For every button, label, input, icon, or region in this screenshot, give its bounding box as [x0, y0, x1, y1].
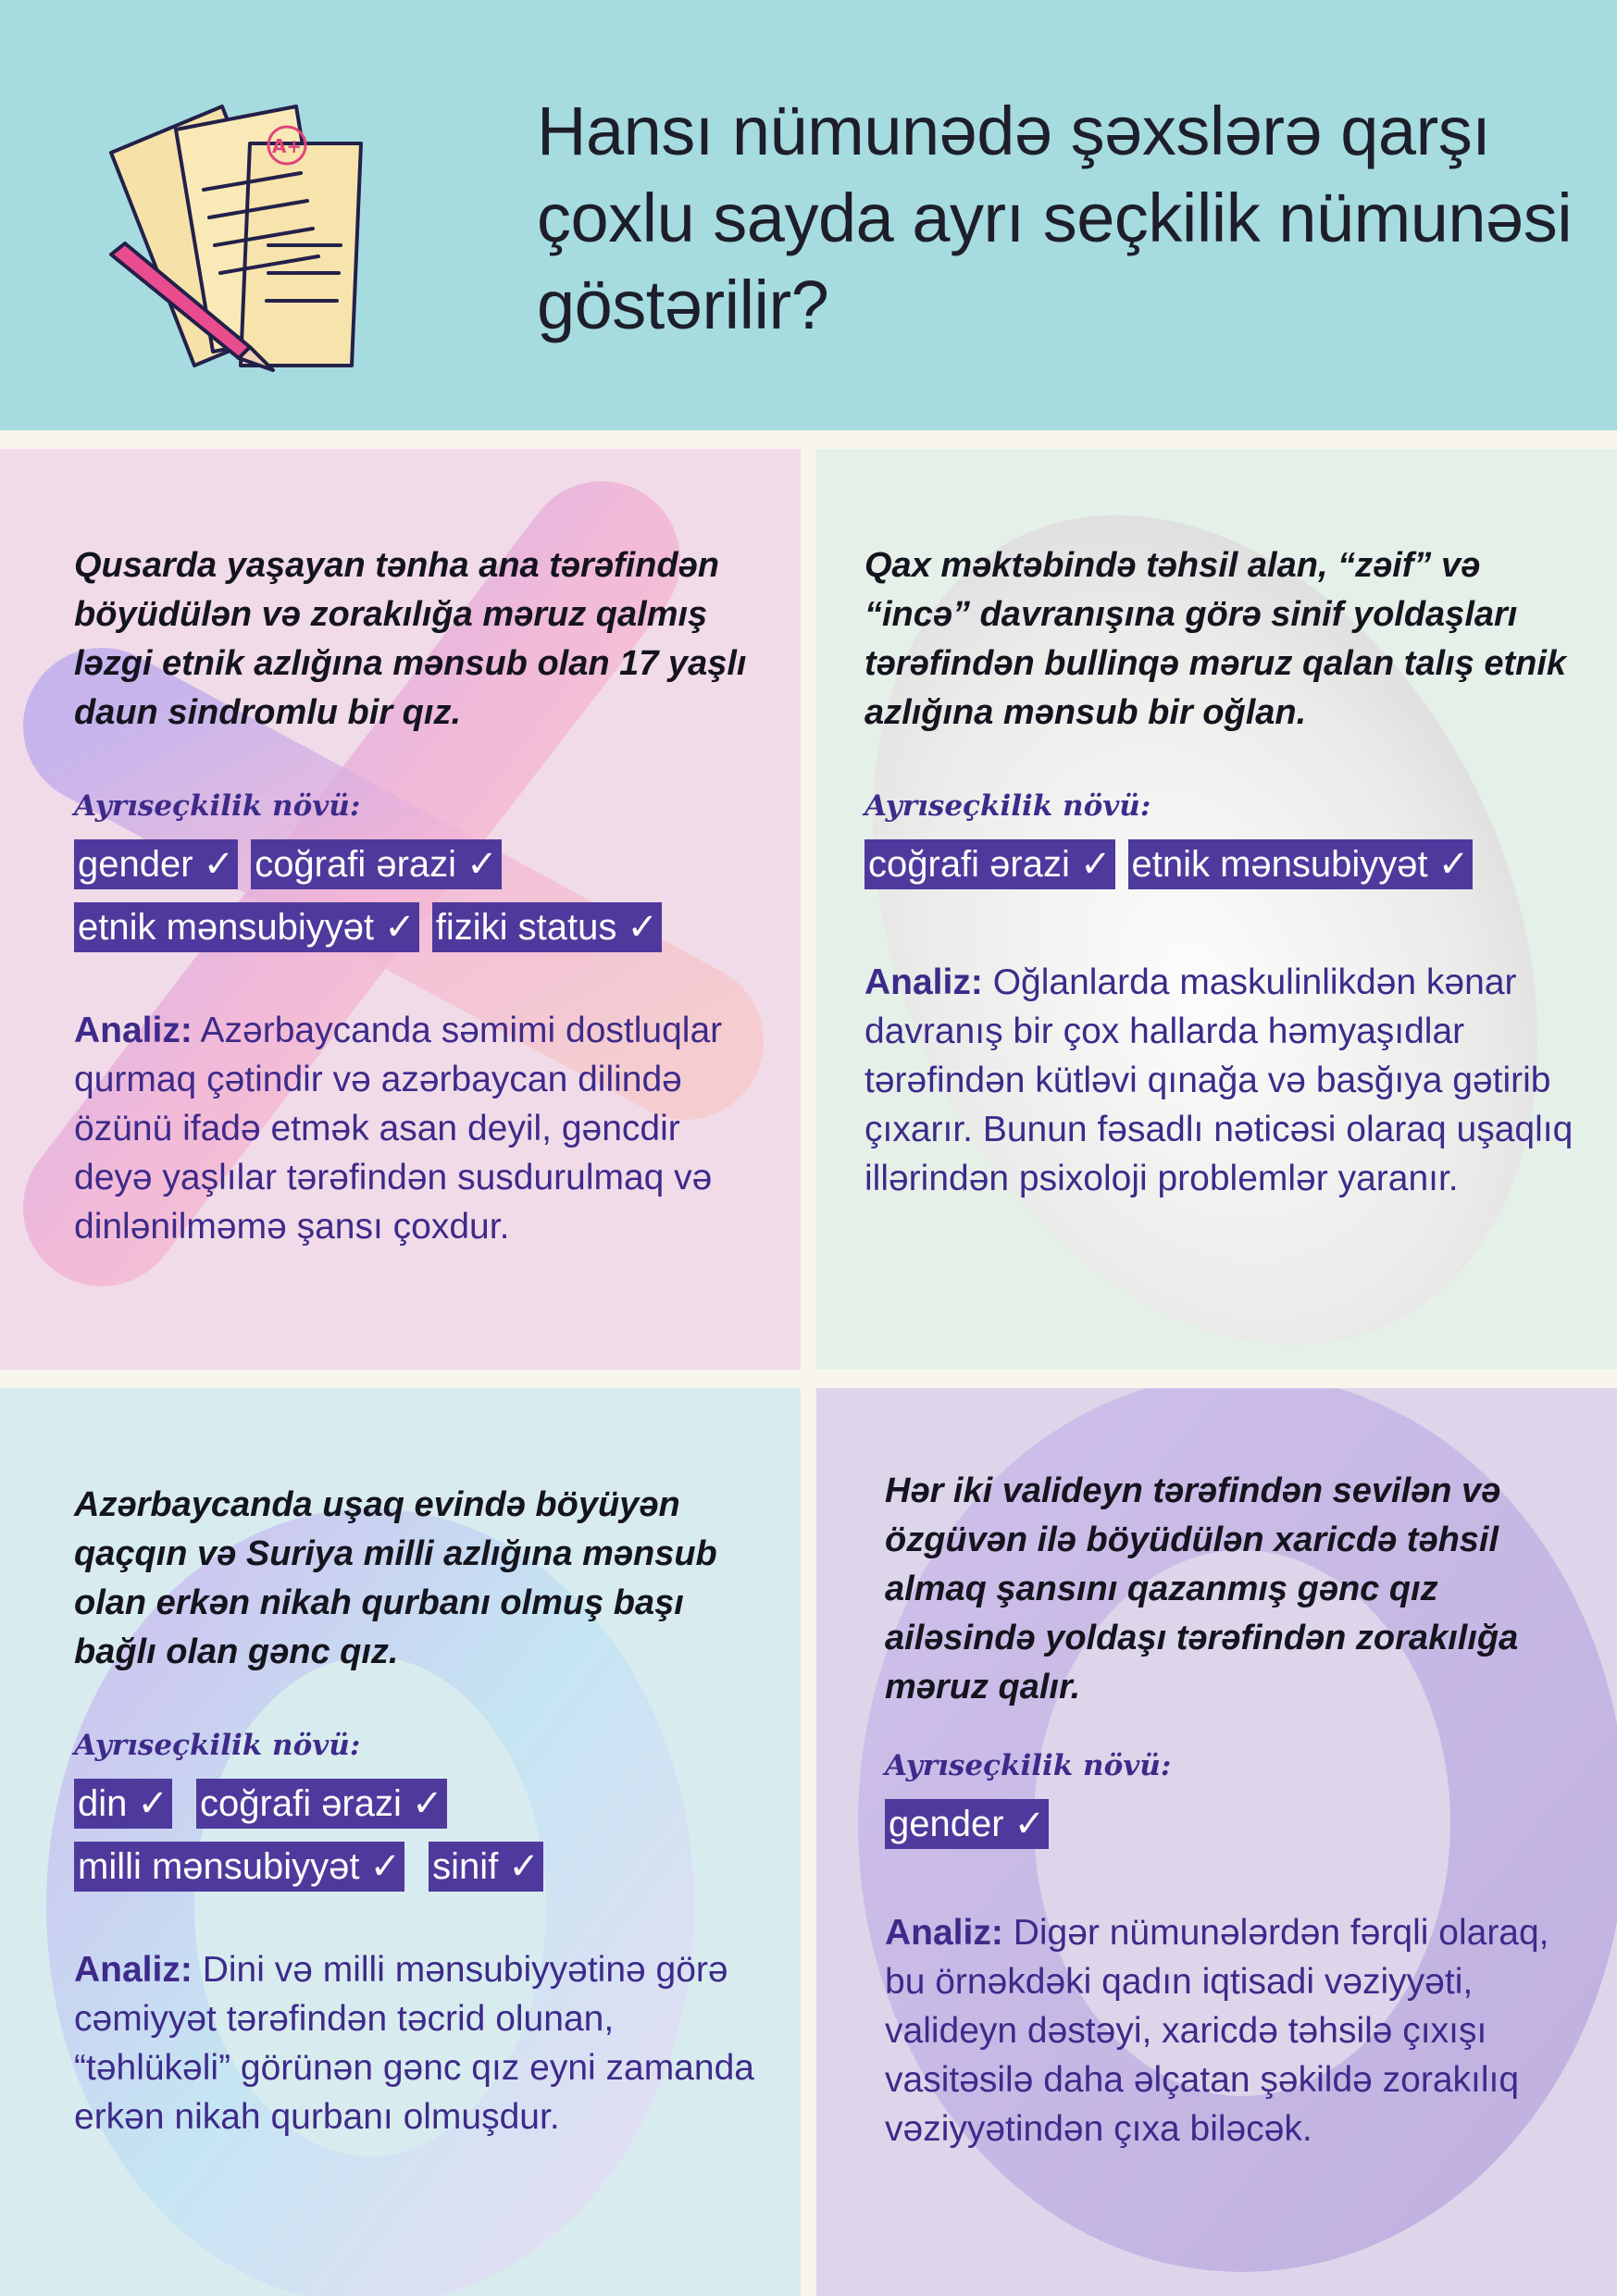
discrimination-tags	[885, 1799, 1598, 1862]
analysis-text: Azərbaycanda səmimi dostluqlar qurmaq çətindir və azərbaycan dilində özünü ifadə etmək asan deyil, gəncdir deyə yaşlılar tərəfindən susdurulmaq və dinlənilməmə şansı çoxdur.	[74, 1011, 723, 1247]
analysis-label: Analiz:	[864, 962, 983, 1002]
scenario-card-3	[0, 1388, 801, 2296]
scenario-card-4	[816, 1388, 1617, 2296]
tag-geographic-area: coğrafi ərazi ✓	[251, 839, 502, 889]
tag-geographic-area: coğrafi ərazi ✓	[196, 1779, 447, 1829]
scenario-text: Hər iki valideyn tərəfindən sevilən və özgüvən ilə böyüdülən xaricdə təhsil almaq şansını qazanmış gənc qız ailəsində yoldaşı tərəfindən zorakılığa məruz qalır.	[885, 1471, 1519, 1706]
analysis-paragraph	[885, 1908, 1598, 2153]
tag-class: sinif ✓	[429, 1842, 543, 1892]
discrimination-type-label: Ayrıseçkilik növü:	[864, 789, 1151, 823]
discrimination-tags	[74, 1779, 759, 1905]
discrimination-type-label: Ayrıseçkilik növü:	[885, 1749, 1172, 1782]
analysis-text: Oğlanlarda maskulinlikdən kənar davranış bir çox hallarda həmyaşıdlar tərəfindən kütləvi qınağa və basğıya gətirib çıxarır. Bunun fəsadlı nəticəsi olaraq uşaqlıq illərindən psixoloji problemlər yaranır.	[864, 962, 1573, 1198]
tag-ethnicity: etnik mənsubiyyət ✓	[74, 902, 419, 952]
tag-ethnicity: etnik mənsubiyyət ✓	[1128, 839, 1474, 889]
scenario-text: Qax məktəbində təhsil alan, “zəif” və “incə” davranışına görə sinif yoldaşları tərəfindən bullinqə məruz qalan talış etnik azlığına mənsub bir oğlan.	[864, 546, 1567, 732]
discrimination-tags	[864, 839, 1577, 902]
tag-gender: gender ✓	[74, 839, 238, 889]
analysis-paragraph	[74, 1006, 759, 1251]
page-title: Hansı nümunədə şəxslərə qarşı çoxlu sayda ayrı seçkilik nümunəsi göstərilir?	[537, 93, 1573, 343]
tag-physical-status: fiziki status ✓	[432, 902, 662, 952]
grade-mark: A+	[271, 135, 303, 157]
analysis-paragraph	[864, 958, 1577, 1203]
discrimination-type-label: Ayrıseçkilik növü:	[74, 789, 361, 823]
analysis-label: Analiz:	[885, 1913, 1003, 1953]
analysis-label: Analiz:	[74, 1011, 193, 1050]
header-banner	[0, 0, 1617, 430]
scenario-card-2	[816, 449, 1617, 1370]
scenario-card-1	[0, 449, 801, 1370]
papers-with-grade-and-pen-icon	[93, 88, 463, 384]
tag-gender: gender ✓	[885, 1799, 1049, 1849]
discrimination-tags	[74, 839, 759, 965]
scenario-text: Azərbaycanda uşaq evində böyüyən qaçqın və Suriya milli azlığına mənsub olan erkən nikah qurbanı olmuş başı bağlı olan gənc qız.	[74, 1485, 717, 1671]
analysis-paragraph	[74, 1945, 759, 2141]
analysis-text: Digər nümunələrdən fərqli olaraq, bu örnəkdəki qadın iqtisadi vəziyyəti, valideyn dəstəyi, xaricdə təhsilə çıxışı vasitəsilə daha əlçatan şəkildə zorakılıq vəziyyətindən çıxa biləcək.	[885, 1913, 1549, 2149]
analysis-text: Dini və milli mənsubiyyətinə görə cəmiyyət tərəfindən təcrid olunan, “təhlükəli” görünən gənc qız eyni zamanda erkən nikah qurbanı olmuşdur.	[74, 1950, 754, 2137]
tag-geographic-area: coğrafi ərazi ✓	[864, 839, 1115, 889]
tag-religion: din ✓	[74, 1779, 172, 1829]
scenario-text: Qusarda yaşayan tənha ana tərəfindən böyüdülən və zorakılığa məruz qalmış ləzgi etnik azlığına mənsub olan 17 yaşlı daun sindromlu bir qız.	[74, 546, 747, 732]
discrimination-type-label: Ayrıseçkilik növü:	[74, 1729, 361, 1762]
analysis-label: Analiz:	[74, 1950, 193, 1990]
tag-nationality: milli mənsubiyyət ✓	[74, 1842, 404, 1892]
